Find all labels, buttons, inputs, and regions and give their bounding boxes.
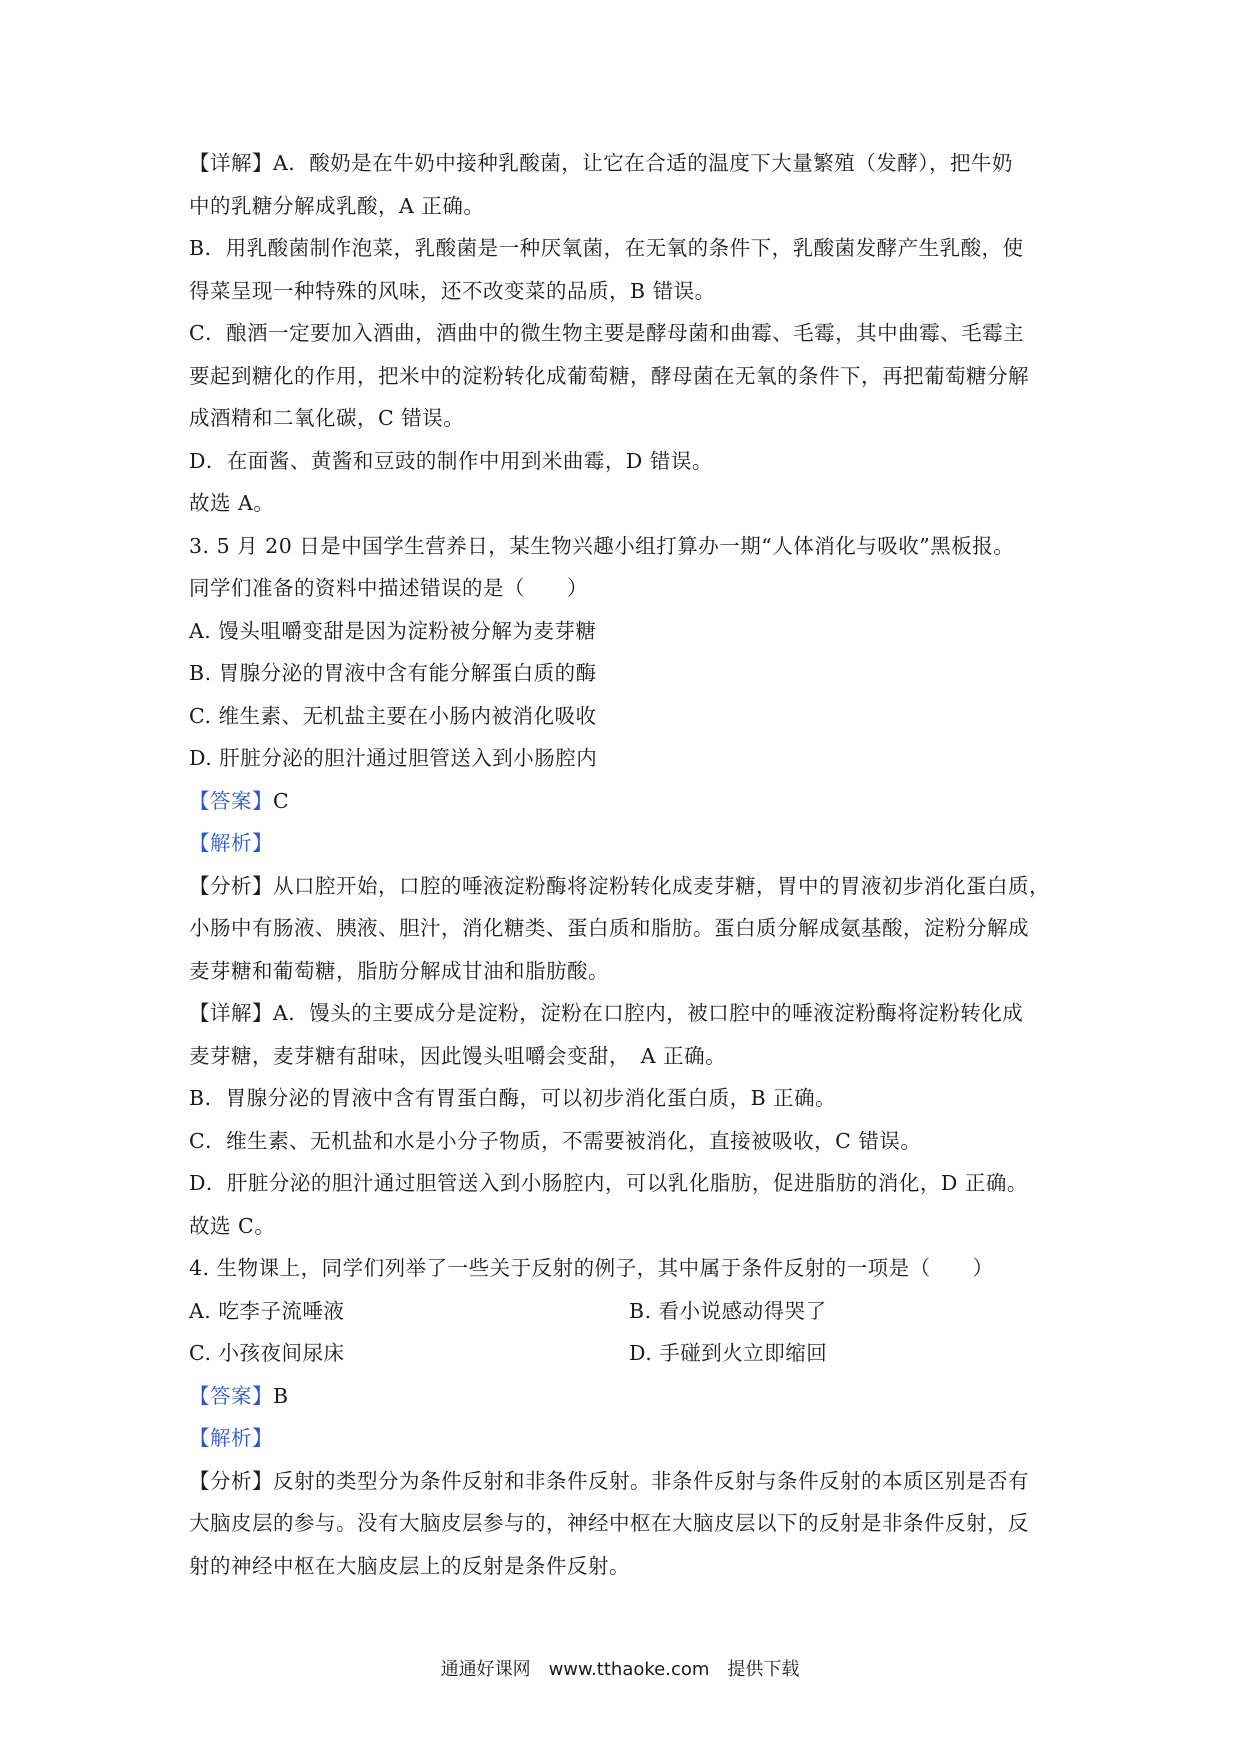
text-line: D．在面酱、黄酱和豆豉的制作中用到米曲霉，D 错误。: [189, 448, 713, 473]
question-4-stem: 4. 生物课上，同学们列举了一些关于反射的例子，其中属于条件反射的一项是（ ）: [189, 1256, 994, 1280]
detail-text: A．馒头的主要成分是淀粉，淀粉在口腔内，被口腔中的唾液淀粉酶将淀粉转化成: [273, 1001, 1024, 1025]
document-content: [189, 142, 1069, 1587]
analysis-text: 从口腔开始，口腔的唾液淀粉酶将淀粉转化成麦芽糖，胃中的胃液初步消化蛋白质，: [273, 873, 1050, 898]
question-4-option-a: A. 吃李子流唾液: [189, 1298, 345, 1323]
analysis-tag: 【解析】: [189, 1426, 273, 1450]
page-footer: 通通好课网 www.tthaoke.com 提供下载: [440, 1659, 800, 1680]
answer-value: B: [273, 1383, 289, 1408]
question-4-option-c: C. 小孩夜间尿床: [189, 1341, 345, 1365]
question-4-option-b: B. 看小说感动得哭了: [629, 1298, 827, 1323]
answer-tag: 【答案】: [189, 1383, 273, 1408]
answer-value: C: [273, 788, 290, 813]
text-line: [189, 142, 1069, 185]
text-line: 成酒精和二氧化碳，C 错误。: [189, 406, 465, 430]
analysis-tag: 【解析】: [189, 831, 273, 855]
text-line: 小肠中有肠液、胰液、胆汁，消化糖类、蛋白质和脂肪。蛋白质分解成氨基酸，淀粉分解成: [189, 916, 1029, 940]
question-3-option-a: A. 馒头咀嚼变甜是因为淀粉被分解为麦芽糖: [189, 618, 597, 643]
detail-tag: 【详解】: [189, 1001, 273, 1025]
question-4-options-row: [189, 1332, 1069, 1375]
question-4-options-row: [189, 1290, 1069, 1333]
text-line: 麦芽糖，麦芽糖有甜味，因此馒头咀嚼会变甜， A 正确。: [189, 1043, 727, 1068]
question-4-analysis-heading: [189, 1417, 1069, 1460]
question-3-option-d: D. 肝脏分泌的胆汁通过胆管送入到小肠腔内: [189, 746, 598, 770]
detail-text: A．酸奶是在牛奶中接种乳酸菌，让它在合适的温度下大量繁殖（发酵），把牛奶: [273, 151, 1014, 175]
analysis-sub-tag: 【分析】: [189, 873, 273, 898]
text-line: [189, 1460, 1069, 1503]
question-3-stem: 3. 5 月 20 日是中国学生营养日，某生物兴趣小组打算办一期“人体消化与吸收”黑板报。: [189, 533, 1015, 558]
text-line: 射的神经中枢在大脑皮层上的反射是条件反射。: [189, 1553, 630, 1578]
text-line: 得菜呈现一种特殊的风味，还不改变菜的品质，B 错误。: [189, 278, 716, 303]
choice-conclusion: 故选 A。: [189, 491, 275, 515]
question-4-option-d: D. 手碰到火立即缩回: [629, 1341, 828, 1365]
text-line: 大脑皮层的参与。没有大脑皮层参与的，神经中枢在大脑皮层以下的反射是非条件反射，反: [189, 1511, 1029, 1535]
detail-tag: 【详解】: [189, 151, 273, 175]
analysis-sub-tag: 【分析】: [189, 1468, 273, 1493]
text-line: D．肝脏分泌的胆汁通过胆管送入到小肠腔内，可以乳化脂肪，促进脂肪的消化，D 正确。: [189, 1171, 1028, 1195]
answer-tag: 【答案】: [189, 788, 273, 813]
text-line: B．胃腺分泌的胃液中含有胃蛋白酶，可以初步消化蛋白质，B 正确。: [189, 1086, 837, 1110]
text-line: [189, 865, 1069, 908]
text-line: [189, 992, 1069, 1035]
question-3-stem: 同学们准备的资料中描述错误的是（ ）: [189, 576, 588, 600]
question-3-analysis-heading: [189, 822, 1069, 865]
text-line: 要起到糖化的作用，把米中的淀粉转化成葡萄糖，酵母菌在无氧的条件下，再把葡萄糖分解: [189, 363, 1029, 388]
question-3-option-b: B. 胃腺分泌的胃液中含有能分解蛋白质的酶: [189, 661, 597, 685]
text-line: C．维生素、无机盐和水是小分子物质，不需要被消化，直接被吸收，C 错误。: [189, 1128, 922, 1153]
analysis-text: 反射的类型分为条件反射和非条件反射。非条件反射与条件反射的本质区别是否有: [273, 1468, 1029, 1493]
text-line: 麦芽糖和葡萄糖，脂肪分解成甘油和脂肪酸。: [189, 958, 609, 983]
text-line: C．酿酒一定要加入酒曲，酒曲中的微生物主要是酵母菌和曲霉、毛霉，其中曲霉、毛霉主: [189, 321, 1025, 345]
question-4-answer: [189, 1375, 1069, 1418]
question-3-answer: [189, 780, 1069, 823]
text-line: 中的乳糖分解成乳酸，A 正确。: [189, 193, 485, 218]
text-line: B．用乳酸菌制作泡菜，乳酸菌是一种厌氧菌，在无氧的条件下，乳酸菌发酵产生乳酸，使: [189, 236, 1024, 260]
question-3-option-c: C. 维生素、无机盐主要在小肠内被消化吸收: [189, 703, 597, 728]
choice-conclusion: 故选 C。: [189, 1213, 276, 1238]
